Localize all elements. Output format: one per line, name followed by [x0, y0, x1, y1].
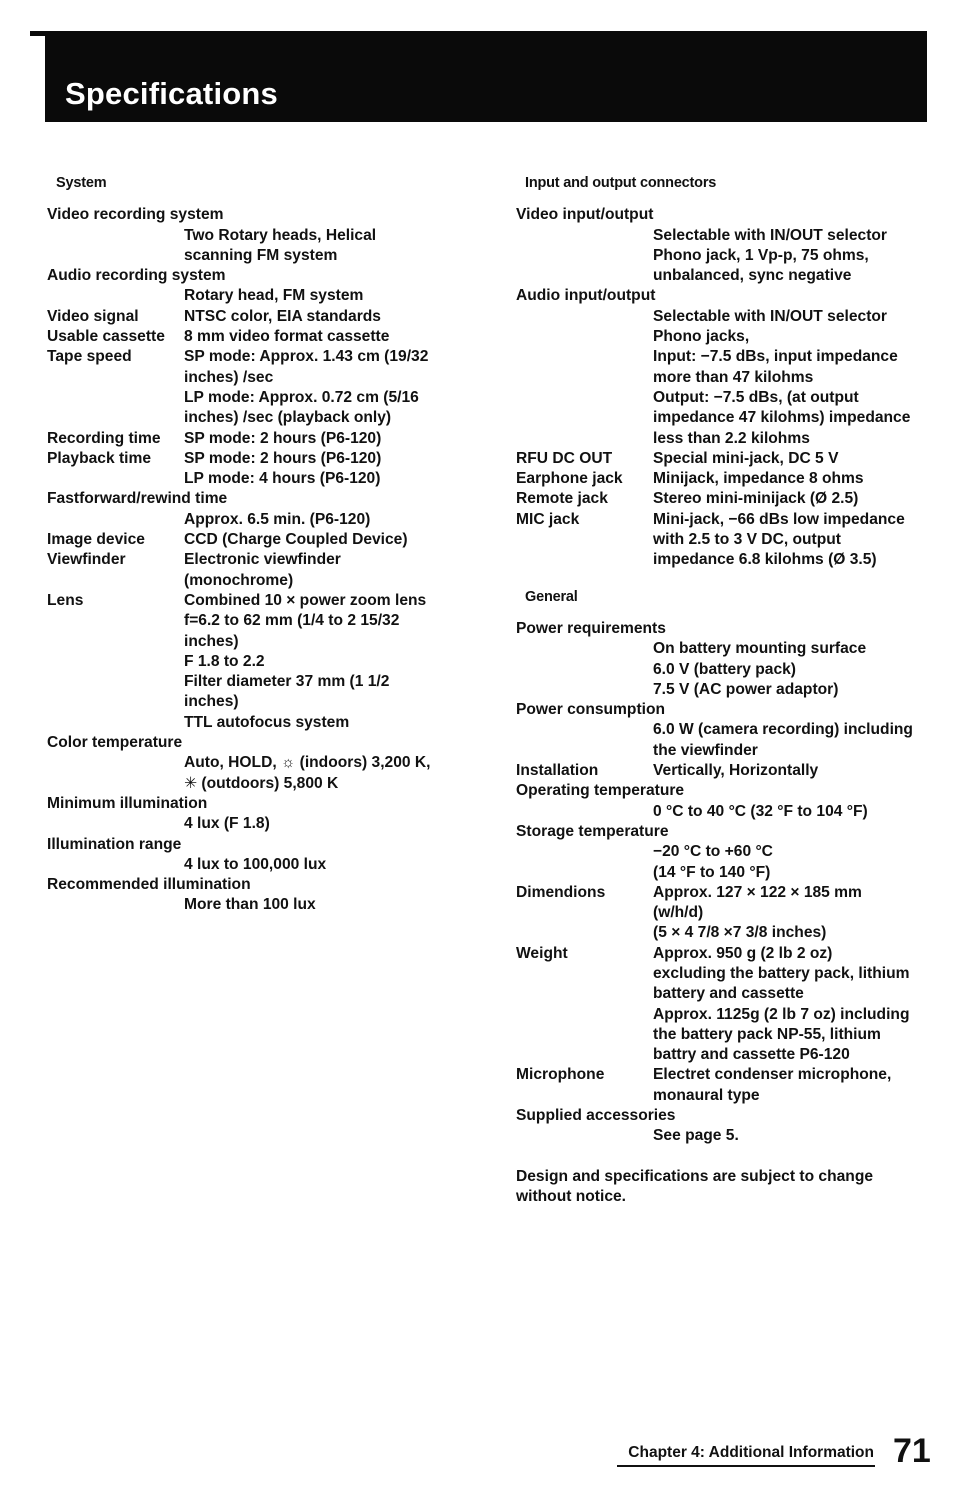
spec-row [47, 307, 467, 327]
footer-rule [617, 1465, 875, 1467]
spec-value: f=6.2 to 62 mm (1/4 to 2 15/32 [184, 612, 400, 630]
spec-label: Color temperature [47, 734, 183, 752]
spec-label: Playback time [47, 449, 152, 467]
spec-values [184, 814, 467, 834]
spec-value: Phono jack, 1 Vp-p, 75 ohms, [653, 246, 869, 264]
left-column [47, 173, 467, 916]
spec-value: Mini-jack, −66 dBs low impedance [653, 510, 905, 528]
spec-value: See page 5. [653, 1127, 739, 1145]
spec-value: Approx. 1125g (2 lb 7 oz) including [653, 1005, 910, 1023]
spec-label: Video signal [47, 307, 139, 325]
spec-values [653, 1065, 936, 1106]
spec-value: 6.0 V (battery pack) [653, 660, 797, 678]
spec-value: SP mode: 2 hours (P6-120) [184, 449, 382, 467]
page-number: 71 [893, 1432, 931, 1470]
spec-value: Output: −7.5 dBs, (at output [653, 388, 859, 406]
spec-values [653, 449, 936, 469]
spec-row [47, 550, 467, 591]
spec-value: Electret condenser microphone, [653, 1066, 892, 1084]
note-line: without notice. [516, 1187, 627, 1205]
spec-row [516, 822, 936, 883]
spec-value: 4 lux to 100,000 lux [184, 855, 327, 873]
spec-values [184, 855, 467, 875]
spec-label: Audio recording system [47, 267, 226, 285]
spec-value: F 1.8 to 2.2 [184, 652, 265, 670]
spec-value: Two Rotary heads, Helical [184, 226, 377, 244]
spec-value: battry and cassette P6-120 [653, 1046, 850, 1064]
spec-values [653, 720, 936, 761]
spec-row [47, 489, 467, 530]
spec-row [516, 761, 936, 781]
spec-values [184, 327, 467, 347]
spec-row [516, 205, 936, 286]
spec-label: Video recording system [47, 206, 224, 224]
general-spec-list [516, 619, 936, 1147]
page-title: Specifications [65, 76, 278, 111]
spec-value: Stereo mini-minijack (Ø 2.5) [653, 490, 859, 508]
spec-value: monaural type [653, 1086, 760, 1104]
spec-values [653, 802, 936, 822]
spec-label: Usable cassette [47, 328, 165, 346]
spec-value: the viewfinder [653, 741, 758, 759]
spec-value: 0 °C to 40 °C (32 °F to 104 °F) [653, 802, 868, 820]
spec-value: Vertically, Horizontally [653, 762, 819, 780]
spec-value: battery and cassette [653, 985, 804, 1003]
spec-row [47, 205, 467, 266]
spec-values [184, 510, 467, 530]
spec-value: more than 47 kilohms [653, 368, 814, 386]
spec-value: Selectable with IN/OUT selector [653, 226, 887, 244]
spec-values [653, 883, 936, 944]
spec-label: Image device [47, 531, 145, 549]
spec-values [653, 842, 936, 883]
spec-row [516, 449, 936, 469]
spec-row [516, 1065, 936, 1106]
spec-values [184, 530, 467, 550]
note-line: Design and specifications are subject to change [516, 1167, 874, 1185]
chapter-label: Chapter 4: Additional Information [628, 1444, 874, 1461]
spec-row [47, 733, 467, 794]
spec-value: Minijack, impedance 8 ohms [653, 470, 864, 488]
spec-row [47, 449, 467, 490]
spec-row [516, 489, 936, 509]
spec-values [184, 347, 467, 428]
spec-values [653, 944, 936, 1066]
spec-label: RFU DC OUT [516, 449, 613, 467]
spec-value: (w/h/d) [653, 904, 704, 922]
spec-label: Lens [47, 591, 84, 609]
spec-values [184, 591, 467, 733]
spec-label: Recommended illumination [47, 876, 251, 894]
spec-row [516, 700, 936, 761]
spec-label: Power consumption [516, 701, 666, 719]
spec-value: inches) [184, 632, 239, 650]
spec-values [184, 286, 467, 306]
spec-label: Operating temperature [516, 782, 685, 800]
spec-value: scanning FM system [184, 246, 338, 264]
spec-value: unbalanced, sync negative [653, 267, 852, 285]
spec-row [47, 530, 467, 550]
spec-label: Weight [516, 944, 568, 962]
spec-value: Filter diameter 37 mm (1 1/2 [184, 673, 390, 691]
spec-row [516, 619, 936, 700]
spec-row [47, 875, 467, 916]
spec-values [653, 1126, 936, 1146]
spec-value: Input: −7.5 dBs, input impedance [653, 348, 898, 366]
spec-row [47, 266, 467, 307]
spec-value: Electronic viewfinder [184, 551, 341, 569]
spec-value: Selectable with IN/OUT selector [653, 307, 887, 325]
spec-label: Installation [516, 762, 599, 780]
spec-value: Approx. 950 g (2 lb 2 oz) [653, 944, 833, 962]
spec-label: Fastforward/rewind time [47, 490, 228, 508]
spec-row [47, 794, 467, 835]
spec-values [184, 429, 467, 449]
spec-values [184, 550, 467, 591]
spec-value: TTL autofocus system [184, 713, 350, 731]
spec-label: Microphone [516, 1066, 605, 1084]
spec-value: LP mode: Approx. 0.72 cm (5/16 [184, 388, 419, 406]
spec-value: 6.0 W (camera recording) including [653, 721, 913, 739]
spec-label: Tape speed [47, 348, 132, 366]
spec-value: Special mini-jack, DC 5 V [653, 449, 839, 467]
spec-value: Auto, HOLD, ☼ (indoors) 3,200 K, [184, 754, 431, 772]
spec-value: 4 lux (F 1.8) [184, 815, 270, 833]
spec-value: less than 2.2 kilohms [653, 429, 810, 447]
io-spec-list [516, 205, 936, 570]
spec-values [653, 469, 936, 489]
spec-row [516, 510, 936, 571]
spec-label: Storage temperature [516, 822, 669, 840]
spec-value: SP mode: Approx. 1.43 cm (19/32 [184, 348, 429, 366]
spec-value: −20 °C to +60 °C [653, 843, 773, 861]
spec-row [47, 835, 467, 876]
system-spec-list [47, 205, 467, 915]
spec-value: inches) [184, 693, 239, 711]
spec-label: Power requirements [516, 619, 666, 637]
spec-value: impedance 6.8 kilohms (Ø 3.5) [653, 551, 877, 569]
spec-value: SP mode: 2 hours (P6-120) [184, 429, 382, 447]
spec-values [184, 307, 467, 327]
spec-values [184, 449, 467, 490]
spec-value: NTSC color, EIA standards [184, 307, 381, 325]
spec-label: Illumination range [47, 835, 182, 853]
spec-value: 7.5 V (AC power adaptor) [653, 680, 839, 698]
spec-label: Video input/output [516, 206, 654, 224]
spec-value: the battery pack NP-55, lithium [653, 1025, 881, 1043]
spec-values [184, 753, 467, 794]
spec-row [516, 781, 936, 822]
spec-value: Phono jacks, [653, 328, 750, 346]
spec-label: Audio input/output [516, 287, 656, 305]
spec-values [653, 761, 936, 781]
spec-value: Rotary head, FM system [184, 287, 364, 305]
spec-label: Dimendions [516, 883, 606, 901]
spec-row [516, 286, 936, 448]
spec-value: Approx. 6.5 min. (P6-120) [184, 510, 371, 528]
spec-row [516, 469, 936, 489]
spec-value: CCD (Charge Coupled Device) [184, 531, 408, 549]
spec-row [516, 944, 936, 1066]
spec-row [516, 1106, 936, 1147]
spec-value: impedance 47 kilohms) impedance [653, 409, 911, 427]
spec-row [516, 883, 936, 944]
spec-values [653, 639, 936, 700]
spec-row [47, 347, 467, 428]
spec-row [47, 591, 467, 733]
spec-label: Viewfinder [47, 551, 126, 569]
spec-values [653, 489, 936, 509]
spec-value: with 2.5 to 3 V DC, output [653, 531, 841, 549]
spec-label: Recording time [47, 429, 161, 447]
spec-value: inches) /sec (playback only) [184, 409, 392, 427]
section-heading-io: Input and output connectors [525, 175, 717, 191]
spec-value: ✳ (outdoors) 5,800 K [184, 774, 339, 792]
spec-label: Minimum illumination [47, 794, 208, 812]
spec-row [47, 327, 467, 347]
specifications-note [516, 1167, 936, 1208]
spec-value: (monochrome) [184, 571, 294, 589]
spec-value: excluding the battery pack, lithium [653, 964, 910, 982]
spec-value: LP mode: 4 hours (P6-120) [184, 470, 381, 488]
spec-values [653, 510, 936, 571]
spec-label: Earphone jack [516, 470, 623, 488]
spec-value: Approx. 127 × 122 × 185 mm [653, 883, 862, 901]
spec-label: MIC jack [516, 510, 580, 528]
section-heading-general: General [525, 588, 578, 605]
spec-value: Combined 10 × power zoom lens [184, 591, 427, 609]
spec-label: Supplied accessories [516, 1107, 676, 1125]
spec-label: Remote jack [516, 490, 608, 508]
right-column [516, 173, 936, 1207]
spec-values [184, 226, 467, 267]
spec-values [653, 307, 936, 449]
spec-value: (14 °F to 140 °F) [653, 863, 771, 881]
spec-value: 8 mm video format cassette [184, 328, 390, 346]
spec-row [47, 429, 467, 449]
spec-values [653, 226, 936, 287]
spec-values [184, 895, 467, 915]
spec-value: (5 × 4 7/8 ×7 3/8 inches) [653, 924, 827, 942]
spec-value: On battery mounting surface [653, 640, 867, 658]
section-heading-system: System [56, 175, 107, 191]
spec-value: More than 100 lux [184, 896, 316, 914]
spec-value: inches) /sec [184, 368, 274, 386]
